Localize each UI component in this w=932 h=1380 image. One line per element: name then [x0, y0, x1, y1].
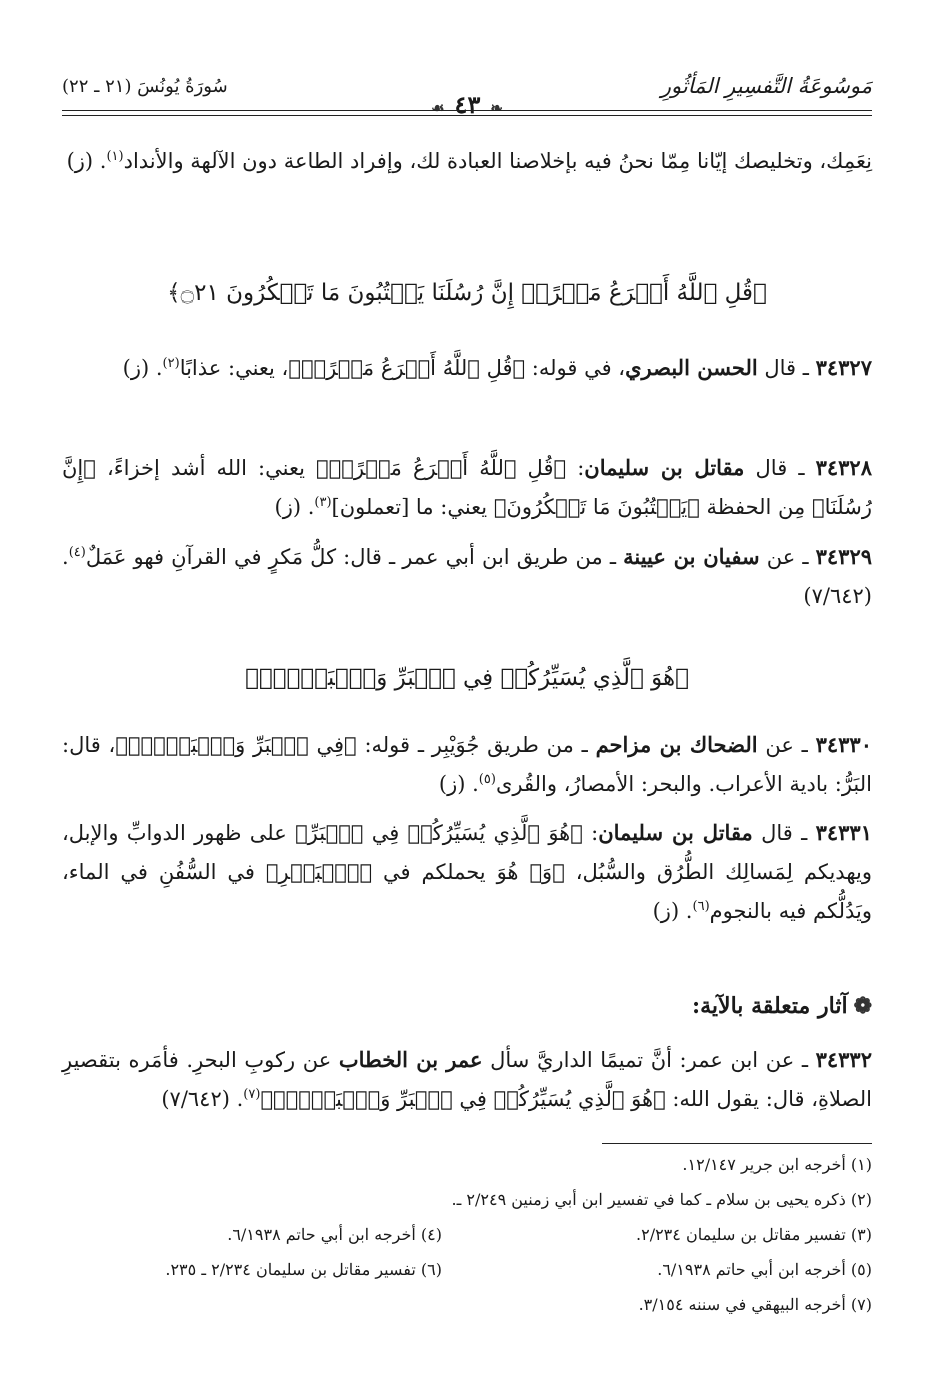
narrator-name: مقاتل بن سليمان — [584, 455, 745, 480]
entry-tail: . (ز) — [438, 772, 479, 796]
quran-verse: ﴿قُلِ ٱللَّهُ أَسۡرَعُ مَكۡرًاۚ إِنَّ رُسُلَنَا يَكۡتُبُونَ مَا تَمۡكُرُونَ ۝٢١﴾ — [167, 280, 767, 306]
entry-dash: ـ عن ابن عمر: أنَّ تميمًا الداريَّ سأل — [482, 1048, 816, 1072]
intro-tail: . (ز) — [66, 149, 107, 173]
subheading-text: آثار متعلقة بالآية: — [692, 993, 848, 1019]
entry-text: : ﴿قُلِ ٱللَّهُ أَسۡرَعُ مَكۡرًاۚ﴾ يعني: الله أشد إخزاءً، ﴿إِنَّ رُسُلَنَا﴾ مِن الحفظة ﴿يَكۡتُبُونَ مَا تَمۡكُرُونَ﴾ يعني: ما [تعملون] — [62, 456, 872, 519]
entry-text: : ﴿هُوَ ٱلَّذِي يُسَيِّرُكُمۡ فِي ٱلۡبَرِّ﴾ على ظهور الدوابِّ والإبل، ويهديكم لِمَسالِك الطُّرُق والسُّبُل، ﴿وَ﴾ هُوَ يحملكم في ﴿ٱلۡبَحۡرِ﴾ في السُّفُنِ في الماء، ويَدُلُّكم فيه بالنجوم — [62, 821, 872, 923]
flower-ornament-icon: ❁ — [853, 993, 872, 1019]
footnote: (١) أخرجه ابن جرير ١٢/١٤٧. — [682, 1155, 872, 1174]
footnote-ref[interactable]: (٥) — [478, 772, 496, 787]
page-header — [62, 72, 872, 119]
entry-text: ـ من طريق ابن أبي عمر ـ قال: كلُّ مَكرٍ في القرآنِ فهو عَمَلٌ — [85, 545, 624, 569]
quran-verse: ﴿هُوَ ٱلَّذِي يُسَيِّرُكُمۡ فِي ٱلۡبَرِّ وَٱلۡبَحۡرِۖ﴾ — [245, 665, 689, 691]
entry-text: عن ركوبِ البحرِ. فأمَره بتقصيرِ الصلاةِ، قال: يقول الله: ﴿هُوَ ٱلَّذِي يُسَيِّرُكُمۡ فِي ٱلۡبَرِّ وَٱلۡبَحۡرِۖ﴾ — [62, 1048, 872, 1111]
footnote-ref[interactable]: (٧) — [243, 1087, 261, 1102]
narration-entry — [62, 725, 872, 804]
entry-dash: ـ عن — [759, 545, 816, 569]
narration-entry — [62, 348, 872, 388]
surah-range: سُورَةُ يُونُسَ (٢١ ـ ٢٢) — [62, 76, 228, 97]
entry-tail: . (٧/٦٤٢) — [62, 545, 872, 608]
entry-number: ٣٤٣٢٧ — [815, 355, 872, 380]
footnote-ref[interactable]: (١) — [106, 149, 124, 164]
entry-dash: ـ قال — [752, 821, 816, 845]
entry-text: ـ من طريق جُوَيْبِر ـ قوله: ﴿فِي ٱلۡبَرِّ وَٱلۡبَحۡرِۖ﴾، قال: البَرُّ: بادية الأعراب. والبحر: الأمصارُ، والقُرى — [62, 733, 872, 796]
entry-number: ٣٤٣٣٠ — [815, 732, 872, 757]
narrator-name: سفيان بن عيينة — [623, 544, 760, 569]
footnote: (٢) ذكره يحيى بن سلام ـ كما في تفسير ابن أبي زمنين ٢/٢٤٩ ـ. — [451, 1190, 872, 1209]
narrator-name: مقاتل بن سليمان — [598, 820, 753, 845]
entry-number: ٣٤٣٢٨ — [815, 455, 872, 480]
narrator-name: الحسن البصري — [625, 355, 758, 380]
header-rule — [62, 115, 872, 116]
intro-paragraph — [62, 142, 872, 181]
footnote-ref[interactable]: (٣) — [314, 495, 332, 510]
footnote-ref[interactable]: (٢) — [162, 356, 180, 371]
footnote-separator — [602, 1143, 872, 1144]
page-number: ٤٣ — [454, 90, 481, 119]
entry-dash: ـ قال — [744, 456, 816, 480]
entry-tail: . (٧/٦٤٢) — [161, 1087, 244, 1111]
entry-tail: . (ز) — [122, 356, 163, 380]
footnote: (٣) تفسير مقاتل بن سليمان ٢/٢٣٤. — [636, 1225, 872, 1244]
narration-entry — [62, 813, 872, 931]
intro-text: نِعَمِك، وتخليصك إيّانا مِمّا نحنُ فيه بإخلاصنا العبادة لك، وإفراد الطاعة دون الآلهة والأنداد — [123, 149, 872, 173]
footnote: (٦) تفسير مقاتل بن سليمان ٢/٢٣٤ ـ ٢٣٥. — [165, 1260, 442, 1279]
footnote: (٧) أخرجه البيهقي في سننه ٣/١٥٤. — [638, 1295, 872, 1314]
header-rule — [62, 110, 872, 111]
narration-entry — [62, 1040, 872, 1119]
ornament-icon: ❧ — [490, 99, 503, 117]
narrator-name: الضحاك بن مزاحم — [595, 732, 758, 757]
entry-number: ٣٤٣٣١ — [815, 820, 872, 845]
footnote-ref[interactable]: (٤) — [68, 545, 86, 560]
footnote: (٤) أخرجه ابن أبي حاتم ٦/١٩٣٨. — [227, 1225, 442, 1244]
entry-text: ، في قوله: ﴿قُلِ ٱللَّهُ أَسۡرَعُ مَكۡرًاۚ﴾، يعني: عذابًا — [179, 356, 626, 380]
section-subheading — [692, 993, 872, 1019]
footnote-ref[interactable]: (٦) — [692, 899, 710, 914]
narration-entry — [62, 537, 872, 616]
ornament-icon: ☙ — [431, 99, 445, 117]
entry-tail: . (ز) — [274, 495, 315, 519]
entry-number: ٣٤٣٢٩ — [815, 544, 873, 569]
entry-dash: ـ قال — [757, 356, 816, 380]
entry-dash: ـ عن — [757, 733, 816, 757]
footnote: (٥) أخرجه ابن أبي حاتم ٦/١٩٣٨. — [657, 1260, 872, 1279]
entry-number: ٣٤٣٣٢ — [815, 1047, 872, 1072]
narrator-name: عمر بن الخطاب — [338, 1047, 483, 1072]
book-title: مَوسُوعَةُ التَّفسِيرِ المَأثُورِ — [660, 74, 872, 98]
narration-entry — [62, 448, 872, 527]
entry-tail: . (ز) — [652, 899, 693, 923]
